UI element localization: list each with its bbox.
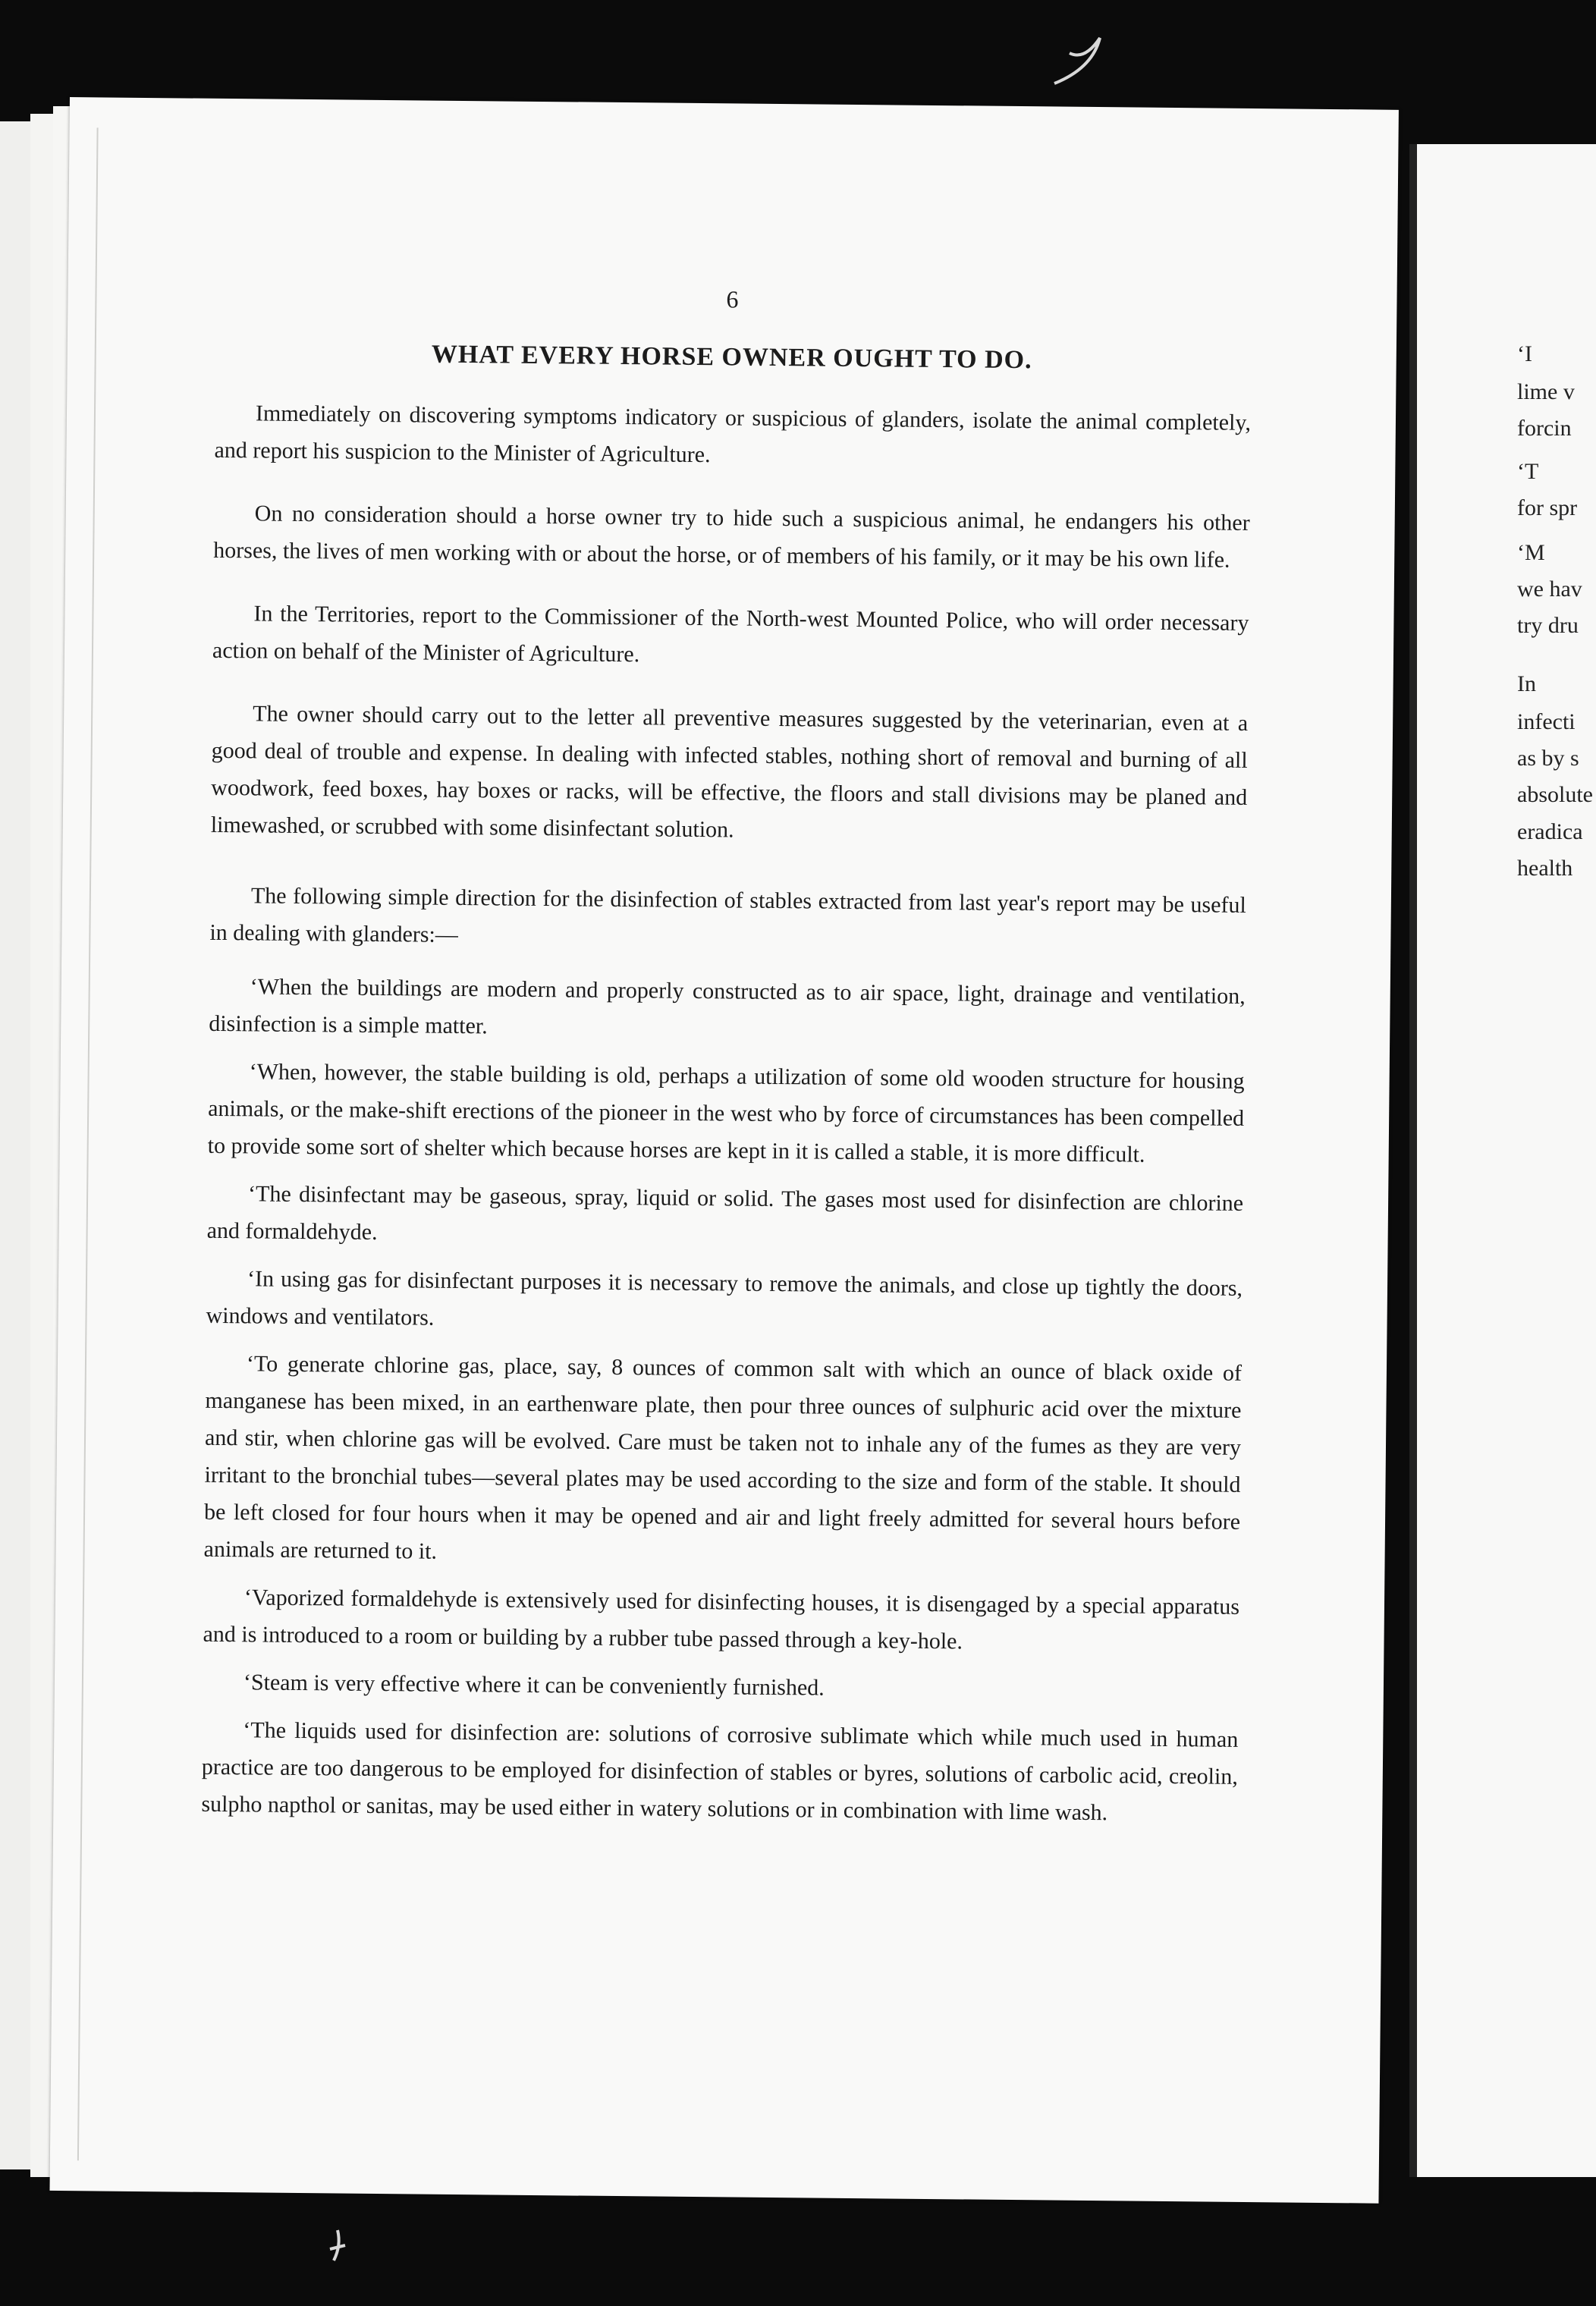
facing-page-fragment: health	[1517, 856, 1573, 881]
page-title: WHAT EVERY HORSE OWNER OUGHT TO DO.	[431, 340, 1032, 375]
facing-page-fragment: try dru	[1517, 613, 1579, 638]
paragraph: Immediately on discovering symptoms indicatory or suspicious of glanders, isolate the animal completely, and report his suspicion to the Minister of Agriculture.	[214, 401, 1252, 468]
paragraph: In the Territories, report to the Commissioner of the North-west Mounted Police, who will order necessary action on behalf of the Minister of Agriculture.	[212, 601, 1249, 668]
pencil-mark-icon	[319, 2215, 364, 2276]
quoted-paragraph: ‘Vaporized formaldehyde is extensively used for disinfecting houses, it is disengaged by a special apparatus and is introduced to a room or building by a rubber tube passed through a key-hole.	[203, 1585, 1240, 1654]
quoted-paragraph: ‘Steam is very effective where it can be conveniently furnished.	[243, 1670, 825, 1701]
facing-page-fragment: ‘M	[1517, 540, 1545, 565]
book-gutter	[1409, 144, 1417, 2177]
facing-page-fragment: absolute	[1517, 782, 1593, 807]
paragraph: The owner should carry out to the letter all preventive measures suggested by the veterinarian, even at a good deal of trouble and expense. In dealing with infected stables, nothing short of removal and burning of all woodwork, feed boxes, hay boxes or racks, will be effective, the floors and stall divisions may be planed and limewashed, or scrubbed with some disinfectant solution.	[210, 701, 1249, 843]
facing-page-fragment: infecti	[1517, 709, 1576, 734]
quoted-paragraph: ‘The disinfectant may be gaseous, spray, liquid or solid. The gases most used for disinfection are chlorine and formaldehyde.	[206, 1181, 1244, 1245]
quoted-paragraph: ‘The liquids used for disinfection are: solutions of corrosive sublimate which while much used in human practice are too dangerous to be employed for disinfection of stables or byres, solutions of carbolic acid, creolin, sulpho napthol or sanitas, may be used either in watery solutions or in combination with lime wash.	[201, 1717, 1239, 1826]
facing-page-fragment: for spr	[1517, 495, 1578, 520]
quoted-paragraph: ‘To generate chlorine gas, place, say, 8 ounces of common salt with which an ounce of black oxide of manganese has been mixed, in an earthenware plate, then pour three ounces of sulphuric acid over the mixture and stir, when chlorine gas will be evolved. Care must be taken not to inhale any of the fumes as they are very irritant to the bronchial tubes—several plates may be used according to the size and form of the stable. It should be left closed for four hours when it may be opened and air and light freely admitted for several hours before animals are returned to it.	[203, 1351, 1243, 1564]
quoted-paragraph: ‘When, however, the stable building is old, perhaps a utilization of some old wooden structure for housing animals, or the make-shift erections of the pioneer in the west who by force of circumstances has been compelled to provide some sort of shelter which because horses are kept in it is called a stable, it is more difficult.	[207, 1059, 1245, 1167]
page-number: 6	[726, 285, 739, 313]
paragraph: On no consideration should a horse owner try to hide such a suspicious animal, he endangers his other horses, the lives of men working with or about the horse, or of members of his family, or it may be his own life.	[213, 501, 1250, 573]
pencil-mark-icon	[1032, 23, 1123, 99]
facing-page-fragment: we hav	[1517, 576, 1582, 602]
facing-page-fragment: ‘I	[1517, 341, 1532, 366]
facing-page-fragment: ‘T	[1517, 459, 1539, 484]
facing-page-fragment: lime v	[1517, 379, 1575, 404]
quoted-paragraph: ‘When the buildings are modern and properly constructed as to air space, light, drainage and ventilation, disinfection is a simple matter.	[209, 974, 1246, 1039]
facing-page-fragment: as by s	[1517, 746, 1579, 771]
paragraph: The following simple direction for the disinfection of stables extracted from last year's report may be useful in dealing with glanders:—	[209, 883, 1247, 947]
facing-page	[1409, 144, 1596, 2177]
quoted-paragraph: ‘In using gas for disinfectant purposes it is necessary to remove the animals, and close up tightly the doors, windows and ventilators.	[206, 1266, 1243, 1331]
facing-page-fragment: eradica	[1517, 819, 1583, 844]
facing-page-fragment: forcin	[1517, 416, 1572, 441]
facing-page-fragment: In	[1517, 671, 1536, 696]
document-page	[50, 97, 1399, 2204]
body-text	[201, 394, 1251, 1843]
